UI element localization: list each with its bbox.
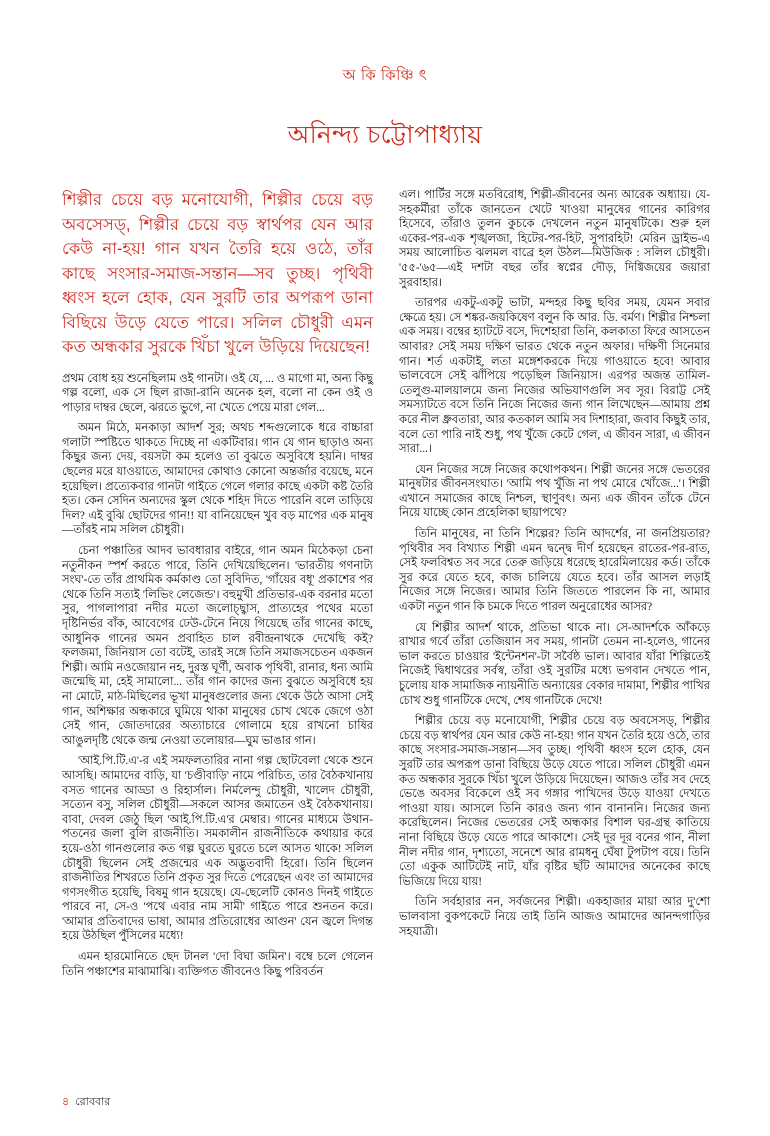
paragraph: তিনি মানুষের, না তিনি শিল্পের? তিনি আদর্শের, না জনপ্রিয়তার? পৃথিবীর সব বিখ্যাত শিল্পী এমন দ্বন্দ্বে দীর্ণ হয়েছেন রাতের-পর-রাত, সেই ফলবিশ্বত সব সরে তেরু জড়িয়ে ধরেছে হারেমিলায়ের কর্ড। তাঁকে সুর করে যেতে হবে, কাজ চালিয়ে যেতে হবে। তাঁর আসল লড়াই নিজের সঙ্গে নিজের। আমার তিনি জিততে পারলেন কি না, আমার একটা নতুন গান কি চমকে দিতে পারল অনুরোধের আসর?: [399, 528, 710, 614]
page-footer: [62, 1093, 110, 1112]
paragraph: প্রথম বোধ হয় শুনেছিলাম ওই গানটা। ওই যে, ... ও মাগো মা, অন্য কিছু গল্প বলো, এক সে ছিল রাজা-রানি অনেক হল, বলো না কেন ওই ও পাড়ার দাম্বর ছেলে, ঝরতে ভুগে, না খেতে পেয়ে মারা গেল...: [62, 372, 373, 414]
paragraph: অমন মিঠে, মনকাড়া আদর্শ সুর; অথচ শব্দগুলোকে ধরে বাচ্চারা গলাটা স্পষ্টিতে থাকতে দিচ্ছে না একটিবার। গান যে গান ছাড়াও অন্য কিছুর জন্য দেয়, বয়সটা কম হলেও তা বুঝতে অসুবিধে হয়নি। দাম্বর ছেলের মরে যাওয়াতে, আমাদের কোথাও কোনো অন্তর্জার বয়েছে, মনে হয়েছিল। প্রত্যেকবার গানটা গাইতে গেলে গলার কাছে একটা কষ্ট তৈরি হত। কেন সেদিন অন্যদের স্কুল থেকে শহিদ দিতে পারেনি বলে তাড়িয়ে দিল? এই বুঝি ছোটদের গান!! যা বানিয়েছেন খুব বড় মাপের এক মানুষ—তাঁরই নাম সলিল চৌধুরী।: [62, 422, 373, 537]
publication-name: রোববার: [75, 1096, 111, 1108]
paragraph: এমন হারমোনিতে ছেদ টানল 'দো বিঘা জমিন'। বম্বে চলে গেলেন তিনি পঞ্চাশের মাঝামাঝি। ব্যক্তিগত জীবনেও কিছু পরিবর্তন: [62, 951, 373, 978]
article-lede: শিল্পীর চেয়ে বড় মনোযোগী, শিল্পীর চেয়ে বড় অবসেসড্, শিল্পীর চেয়ে বড় স্বার্থপর যেন আর কেউ না-হয়! গান যখন তৈরি হয়ে ওঠে, তাঁর কাছে সংসার-সমাজ-সন্তান—সব তুচ্ছ। পৃথিবী ধ্বংস হলে হোক, যেন সুরটি তার অপরূপ ডানা বিছিয়ে উড়ে যেতে পারে। সলিল চৌধুরী এমন কত অন্ধকার সুরকে খিঁচা খুলে উড়িয়ে দিয়েছেন!: [62, 191, 373, 356]
right-column: [399, 188, 710, 945]
paragraph: শিল্পীর চেয়ে বড় মনোযোগী, শিল্পীর চেয়ে বড় অবসেসড্, শিল্পীর চেয়ে বড় স্বার্থপর যেন আর কেউ না-হয়! গান যখন তৈরি হয়ে ওঠে, তার কাছে সংসার-সমাজ-সন্তান—সব তুচ্ছ। পৃথিবী ধ্বংস হলে হোক, যেন সুরটি তার অপরূপ ডানা বিছিয়ে উড়ে যেতে পারে। সলিল চৌধুরী এমন কত অন্ধকার সুরকে খিঁচা খুলে উড়িয়ে দিয়েছেন। আজও তাঁর সব দেহে ভেঙে অবসর বিকেলে ওই সব গঙ্গার পাখিদের উড়ে যাওয়া দেখতে পাওয়া যায়। আসলে তিনি কারও জন্য গান বানাননি। নিজের জন্য করেছিলেন। নিজের ভেতরের সেই অন্ধকার বিশাল ঘর-গ্রন্থ কাতিয়ে নানা বিছিয়ে উড়ে যেতে পারে আকাশে। সেই দূর দূর বনের গান, নীলা নীল নদীর গান, দৃশ্যতো, সনেশে আর রামধনু ঘেঁষা টুপটাপ বয়ে। তিনি তো একুক আটিটেই নাট, যাঁর বৃষ্টির ছাঁট আমাদের অনেকের কাছে ভিজিয়ে দিয়ে যায়!: [399, 715, 710, 888]
paragraph: চেনা পঞ্চাতির আদব ভাবধারার বাইরে, গান অমন মিঠেকড়া চেনা নতুনীকন স্পর্শ করতে পারে, তিনি দেখিয়েছিলেন। 'ভারতীয় গণনাট্য সংঘ'-তে তাঁর প্রাথমিক কর্মকাণ্ড তো সুবিদিত, 'গাঁয়ের বধূ' প্রকাশের পর থেকে তিনি সত্যই 'লিভিং লেজেন্ড'। বহুমুখী প্রতিভার-এক বরনার মতো সুর, পাগলাপারা নদীর মতো জলোচ্ছ্বাস, প্রাত্যহের পথের মতো দৃষ্টিনির্ভর বাঁক, আবেগের ঢেউ-টেনে নিয়ে গিয়েছে তাঁর গানের কাছে, আধুনিক গানের অমন প্রবাহিত চাল রবীন্দ্রনাথকে দেখেছি কই? ফলজমা, জিনিয়াস তো বটেই, তারই সঙ্গে তিনি সমাজসচেতন একজন শিল্পী। আমি নওজোয়ান নহ, দুরস্ত ঘূর্ণী, অবাক পৃথিবী, রানার, ধন্য আমি জন্মেছি মা, হেই সামালো... তাঁর গান কাদের জন্য বুঝতে অসুবিধে হয় না মোটে, মাঠ-মিছিলের ভূখা মানুষগুলোর জন্য থেকে উঠে আসা সেই গান, অশিক্ষার অন্ধকারে ঘুমিয়ে থাকা মানুষের চোখ থেকে জেগে ওঠা সেই গান, জোতদারের অত্যাচারে গোলামে হয়ে রাখনো চাষির আঙুলদৃষ্টি থেকে জন্ম নেওয়া তলোয়ার—ঘুম ভাঙার গান।: [62, 545, 373, 747]
paragraph: এল। পার্টির সঙ্গে মতবিরোধ, শিল্পী-জীবনের অন্য আরেক অধ্যায়। যে-সহকর্মীরা তাঁকে জানতেন খেটে খাওয়া মানুষের গানের কারিগর হিসেবে, তাঁরাও তুলন কুচকে দেখলেন নতুন মানুষটিকে। শুরু হল একের-পর-এক শৃঙ্খলজা, হিটের-পর-হিট, সুপারহিট! মেরিন ড্রাইভ-এ সময় আলোচিত ঝলমল বাব্রে হল উঠল—মিউজিক : সলিল চৌধুরী। '৫৫-'৬৫—এই দশটা বছর তাঁর স্বপ্নের দৌড়, দিগ্বিজয়ের জয়ারা সুরবাহার।: [399, 189, 710, 289]
section-kicker: অ কি কিঞ্চি ৎ: [342, 67, 428, 84]
author-byline: অনিন্দ্য চট্টোপাধ্যায়: [287, 121, 483, 149]
paragraph: তারপর একটু-একটু ভাটা, মন্দহর কিছু ছবির সময়, যেমন সবার ক্ষেত্রে হয়। সে শঙ্কর-জয়কিষেণ বলুন কি আর. ডি. বর্মণ। শিল্পীর নিশ্চলা এক সময়। বম্বের হ্যাটটে বসে, দিশেহারা তিনি, কলকাতা ফিরে আসতেন আবার? সেই সময় দক্ষিণ ভারত থেকে নতুন অফার। দক্ষিণী সিনেমার গান। শর্ত একটাই, লতা মঙ্গেশকরকে দিয়ে গাওয়াতে হবে! আবার ভালবেসে সেই ঝাঁপিয়ে পড়েছিল জিনিয়াস। এরপর অজন্ত তামিল-তেলুগু-মালয়ালমে জন্য নিজের অভিযাণগুলি সব সূর। বিরাট্ট সেই সমস্যাটতে বসে তিনি নিজে নিজের জন্য গান লিখেছেন—আমায় প্রশ্ন করে নীল ধ্রুবতারা, আর কতকাল আমি সব দিশাহারা, জবাব কিছুই তার, বলে তো পারি নাই শুধু, পথ খুঁজে কেটে গেল, এ জীবন সারা, এ জীবন সারা...।: [399, 297, 710, 456]
paragraph: তিনি সর্বহারার নন, সর্বজনের শিল্পী। একহাজার মায়া আর দু'শো ভালবাসা বুকপকেটে নিয়ে তাই তিনি আজও আমাদের আনন্দগাড়ির সহযাত্রী।: [399, 896, 710, 938]
page-number: ৪: [62, 1096, 70, 1108]
paragraph: যেন নিজের সঙ্গে নিজের কথোপকথন। শিল্পী জনের সঙ্গে ভেতরের মানুষটার জীবনসংঘাত। 'আমি পথ খুঁজি না পথ মোরে খোঁজে...'। শিল্পী এখানে সমাজের কাছে নিশ্চল, স্থাণুবৎ। অন্য এক জীবন তাঁকে টেনে নিয়ে যাচ্ছে কোন প্রহেলিকা ছায়াপথে?: [399, 463, 710, 520]
article-columns: [62, 188, 708, 985]
paragraph: 'আই.পি.টি.এ'-র এই সমফলতারির নানা গল্প ছোটবেলা থেকে শুনে আসছি। আমাদের বাড়ি, যা 'চণ্ডীবাড়ি' নামে পরিচিত, তার বৈঠকখানায় বসত গানের আড্ডা ও রিহার্সাল। নির্মলেন্দু চৌধুরী, খালেদ চৌধুরী, সত্যেন বসু, সলিল চৌধুরী—সকলে আসর জমাতেন ওই বৈঠকখানায়। বাবা, দেবল জেঠু ছিল 'আই.পি.টি.এ'র মেম্বার। গানের মাধ্যমে উথান-পতনের জলা বুলি রাজনীতি। সমকালীন রাজনীতিকে কথায়ার করে হয়ে-ওঠা গানগুলোর কত গল্প ঘুরতে ঘুরতে চলে আসত থাকে! সলিল চৌধুরী ছিলেন সেই প্রজন্মের এক অদ্ভুতবাদী হিরো। তিনি ছিলেন রাজনীতির শিখরতে তিনি প্রকৃত সুর দিতে পেরেছেন এবং তা আমাদের গণসংগীত হয়েছি, বিষমু গান হয়েছে। যে-ছেলেটি কোনও দিনই গাইতে পারবে না, সে-ও 'পথে এবার নাম সামী' গাইতে পারে শুনতন করে। 'আমার প্রতিবাদের ভাষা, আমার প্রতিরোধের আগুন' যেন জ্বলে দিগন্ত হয়ে উঠছিল পুঁসিলের মধ্যে!: [62, 755, 373, 943]
paragraph: যে শিল্পীর আদর্শ থাকে, প্রতিভা থাকে না। সে-আদর্শকে আঁকড়ে রাখার গর্বে তাঁরা তেজিয়ান সব সময়, গানটা তেমন না-হলেও, গানের ভাল করতে চাওয়ার 'ইন্টেনশন'-টা সর্বৈষ্ঠ ভাল। আবার যাঁরা শিল্পিতেই নিজেই দ্বিধাথরের সর্বস্ব, তাঁরা ওই সুরটির মধ্যে ভগবান দেখতে পান, চুলোয় যাক সামাজিক ন্যায়নীতি অন্যায়ের বেকার দামামা, শিল্পীর পাখির চোখ শুধু গানটিকে দেখে, শেষ গানটিকে দেখে!: [399, 621, 710, 707]
left-column: [62, 188, 373, 985]
